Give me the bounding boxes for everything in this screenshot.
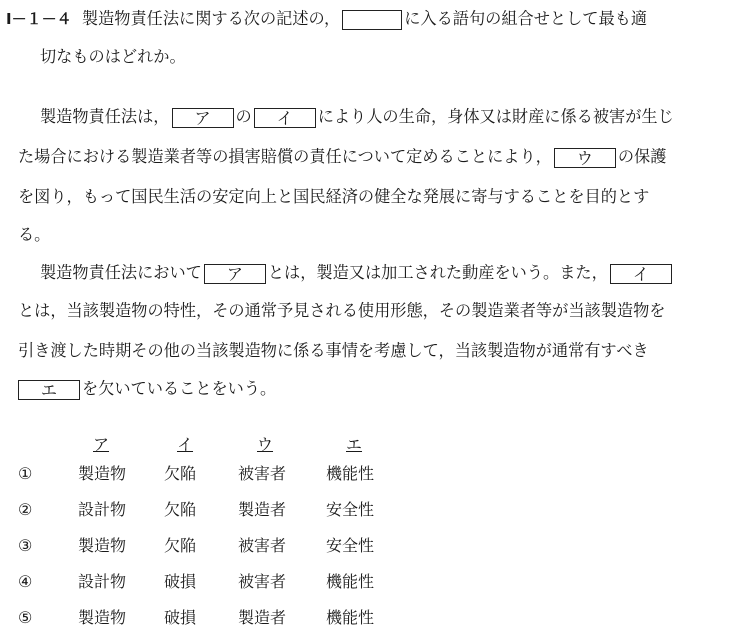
option-cell: 機能性 — [326, 572, 375, 591]
blank-i-2: イ — [610, 264, 672, 284]
option-cell: 欠陥 — [164, 536, 197, 555]
blank-i: イ — [254, 108, 316, 128]
option-number: ③ — [18, 536, 33, 555]
option-cell: 製造者 — [238, 500, 287, 519]
option-cell: 機能性 — [326, 464, 375, 483]
blank-a: ア — [172, 108, 234, 128]
blank-a-2: ア — [204, 264, 266, 284]
passage-line-6: とは，当該製造物の特性，その通常予見される使用形態，その製造業者等が当該製造物を — [18, 301, 666, 320]
passage-text: 製造物責任法は， — [40, 107, 170, 126]
option-cell: 安全性 — [326, 536, 375, 555]
passage-text: の保護 — [617, 147, 667, 166]
option-cell: 被害者 — [238, 536, 287, 555]
option-cell: 機能性 — [326, 608, 375, 627]
passage-line-3: を図り，もって国民生活の安定向上と国民経済の健全な発展に寄与することを目的とす — [18, 187, 650, 206]
question-text-a: 製造物責任法に関する次の記述の， — [81, 9, 341, 28]
option-cell: 破損 — [164, 572, 197, 591]
option-cell: 設計物 — [78, 572, 127, 591]
table-header-a: ア — [93, 435, 110, 454]
table-header-i: イ — [177, 435, 194, 454]
option-cell: 破損 — [164, 608, 197, 627]
option-cell: 製造物 — [78, 608, 127, 627]
option-number: ② — [18, 500, 33, 519]
passage-line-1 — [40, 106, 674, 128]
passage-line-5 — [40, 262, 674, 284]
option-cell: 欠陥 — [164, 500, 197, 519]
question-line-1 — [6, 8, 647, 30]
passage-text: の — [235, 107, 252, 126]
passage-text: により人の生命，身体又は財産に係る被害が生じ — [317, 107, 674, 126]
passage-line-4: る。 — [18, 225, 51, 244]
option-cell: 製造物 — [78, 536, 127, 555]
option-number: ⑤ — [18, 608, 33, 627]
question-line-2: 切なものはどれか。 — [40, 47, 186, 66]
passage-line-7: 引き渡した時期その他の当該製造物に係る事情を考慮して，当該製造物が通常有すべき — [18, 341, 649, 360]
table-header-u: ウ — [257, 435, 274, 454]
option-cell: 被害者 — [238, 572, 287, 591]
blank-e: エ — [18, 380, 80, 400]
option-cell: 製造物 — [78, 464, 127, 483]
option-number: ① — [18, 464, 33, 483]
question-number: Ⅰ－１－４ — [6, 10, 72, 28]
passage-line-8 — [18, 378, 276, 400]
question-text-b: に入る語句の組合せとして最も適 — [404, 9, 648, 28]
option-cell: 被害者 — [238, 464, 287, 483]
option-cell: 安全性 — [326, 500, 375, 519]
option-cell: 設計物 — [78, 500, 127, 519]
passage-text: とは，製造又は加工された動産をいう。また， — [267, 263, 608, 282]
option-number: ④ — [18, 572, 33, 591]
option-cell: 製造者 — [238, 608, 287, 627]
table-header-e: エ — [346, 435, 363, 454]
passage-text: 製造物責任法において — [40, 263, 202, 282]
passage-text: た場合における製造業者等の損害賠償の責任について定めることにより， — [18, 147, 552, 166]
blank-u: ウ — [554, 148, 616, 168]
passage-line-2 — [18, 146, 666, 168]
option-cell: 欠陥 — [164, 464, 197, 483]
blank-box — [342, 10, 402, 30]
passage-text: を欠いていることをいう。 — [82, 379, 277, 398]
